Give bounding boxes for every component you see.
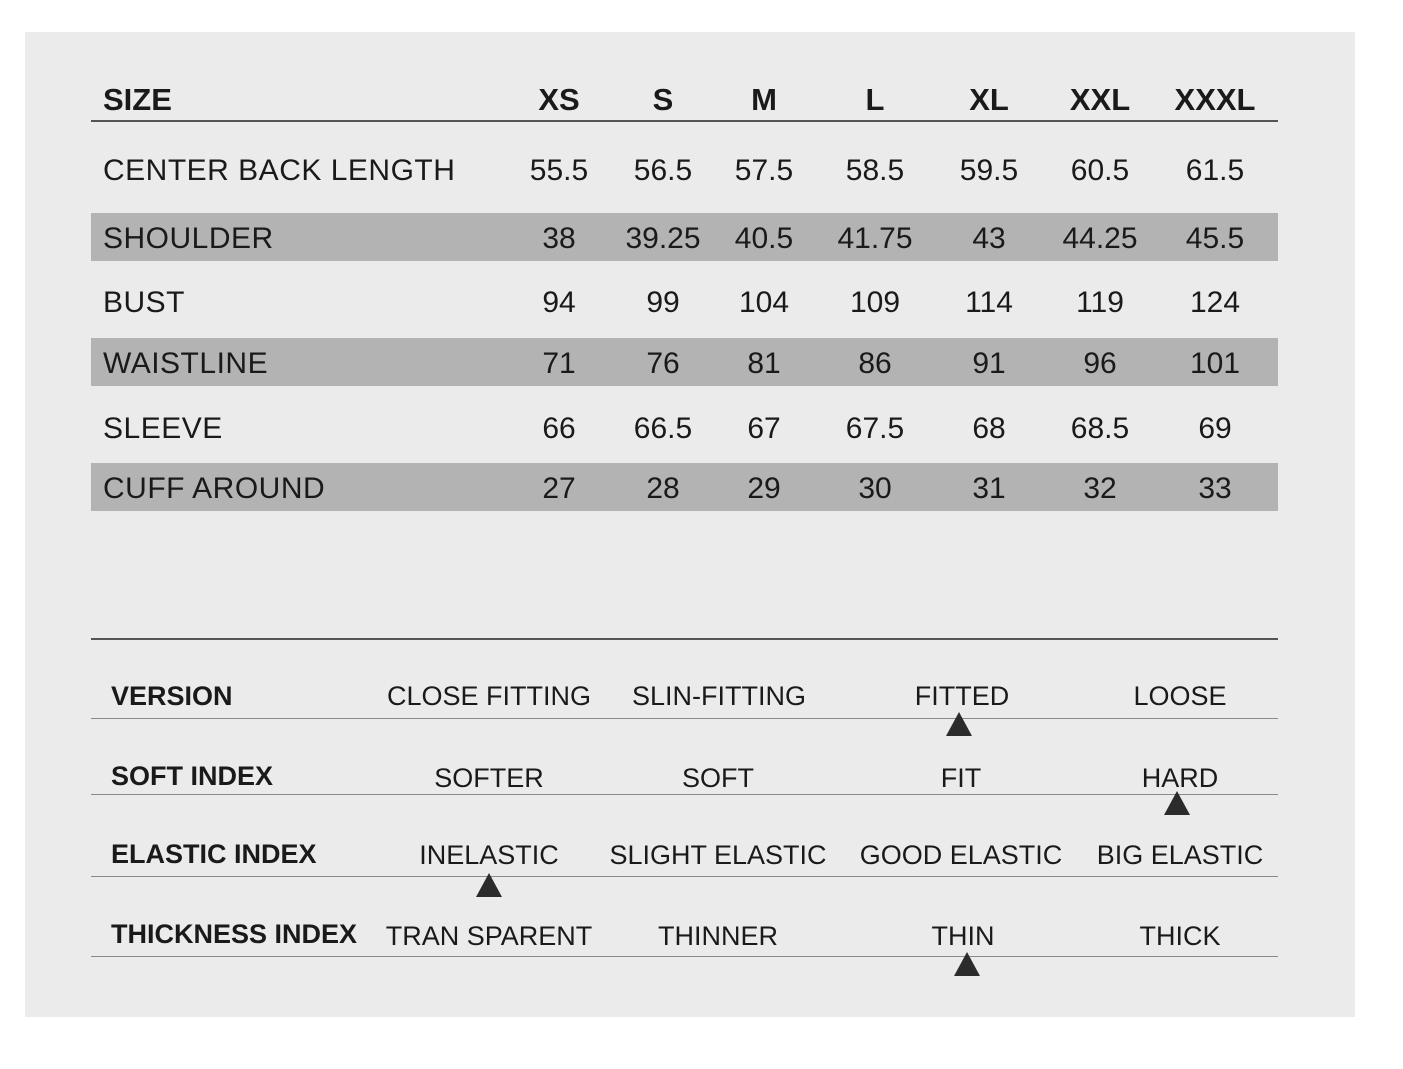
fabric-row-elastic-index xyxy=(91,817,1278,877)
fabric-option-selected: HARD xyxy=(1141,763,1219,793)
fabric-option: TRAN SPARENT xyxy=(385,921,593,951)
row-value: 58.5 xyxy=(845,154,905,187)
size-row-center-back-length xyxy=(91,145,1278,193)
row-value: 40.5 xyxy=(734,222,794,255)
row-label: CENTER BACK LENGTH xyxy=(103,154,456,187)
row-label: CUFF AROUND xyxy=(103,472,326,505)
row-value: 59.5 xyxy=(959,154,1019,187)
row-value: 86 xyxy=(858,347,892,380)
row-value: 32 xyxy=(1083,472,1117,505)
row-value: 33 xyxy=(1198,472,1232,505)
row-label: WAISTLINE xyxy=(103,347,269,380)
row-value: 66.5 xyxy=(633,412,693,445)
fabric-option-selected: INELASTIC xyxy=(419,840,559,870)
row-value: 56.5 xyxy=(633,154,693,187)
size-col-xs: XS xyxy=(538,82,580,117)
fabric-row-thickness-index xyxy=(91,897,1278,957)
version-selected-marker-icon xyxy=(946,712,972,736)
row-value: 101 xyxy=(1189,347,1241,380)
size-row-shoulder xyxy=(91,213,1278,261)
row-value: 94 xyxy=(542,286,576,319)
fabric-option: THINNER xyxy=(658,921,778,951)
fabric-row-version xyxy=(91,658,1278,719)
fabric-row-label: THICKNESS INDEX xyxy=(111,919,358,949)
row-value: 66 xyxy=(542,412,576,445)
elastic-index-selected-marker-icon xyxy=(476,873,502,897)
size-row-sleeve xyxy=(91,403,1278,451)
row-value: 55.5 xyxy=(529,154,589,187)
size-header-label: SIZE xyxy=(103,82,172,117)
fabric-option-selected: FITTED xyxy=(914,681,1010,711)
row-value: 68 xyxy=(972,412,1006,445)
row-value: 68.5 xyxy=(1070,412,1130,445)
row-value: 104 xyxy=(738,286,790,319)
row-label: SLEEVE xyxy=(103,412,223,445)
row-value: 43 xyxy=(972,222,1006,255)
row-value: 67 xyxy=(747,412,781,445)
size-col-xl: XL xyxy=(969,82,1009,117)
row-value: 96 xyxy=(1083,347,1117,380)
row-value: 57.5 xyxy=(734,154,794,187)
fabric-option: FIT xyxy=(940,763,982,793)
row-label: BUST xyxy=(103,286,186,319)
row-value: 99 xyxy=(646,286,680,319)
fabric-option: SLIGHT ELASTIC xyxy=(609,840,827,870)
row-value: 114 xyxy=(965,286,1013,319)
row-value: 109 xyxy=(849,286,901,319)
fabric-option: BIG ELASTIC xyxy=(1096,840,1264,870)
size-col-s: S xyxy=(652,82,674,117)
row-value: 38 xyxy=(542,222,576,255)
row-value: 45.5 xyxy=(1185,222,1245,255)
row-value: 76 xyxy=(646,347,680,380)
row-value: 69 xyxy=(1198,412,1232,445)
size-col-xxl: XXL xyxy=(1069,82,1131,117)
fabric-option: SOFT xyxy=(682,763,754,793)
fabric-row-label: ELASTIC INDEX xyxy=(111,839,317,869)
soft-index-selected-marker-icon xyxy=(1164,791,1190,815)
row-value: 44.25 xyxy=(1062,222,1138,255)
row-value: 61.5 xyxy=(1185,154,1245,187)
row-value: 119 xyxy=(1076,286,1124,319)
row-value: 28 xyxy=(646,472,680,505)
size-col-xxxl: XXXL xyxy=(1174,82,1256,117)
row-value: 67.5 xyxy=(845,412,905,445)
row-value: 41.75 xyxy=(837,222,913,255)
size-row-bust xyxy=(91,277,1278,325)
row-value: 81 xyxy=(747,347,781,380)
fabric-option: CLOSE FITTING xyxy=(386,681,592,711)
row-value: 39.25 xyxy=(625,222,701,255)
row-value: 29 xyxy=(747,472,781,505)
size-col-m: M xyxy=(751,82,777,117)
row-value: 27 xyxy=(542,472,576,505)
fabric-option: SLIN-FITTING xyxy=(632,681,806,711)
fabric-row-label: VERSION xyxy=(111,681,233,711)
fabric-option: SOFTER xyxy=(434,763,544,793)
size-row-waistline xyxy=(91,338,1278,386)
row-value: 91 xyxy=(972,347,1006,380)
row-value: 71 xyxy=(542,347,576,380)
size-table-header xyxy=(91,78,1278,122)
fabric-option: GOOD ELASTIC xyxy=(859,840,1063,870)
fabric-row-soft-index xyxy=(91,734,1278,795)
row-value: 30 xyxy=(858,472,892,505)
thickness-index-selected-marker-icon xyxy=(954,952,980,976)
fabric-option-selected: THIN xyxy=(931,921,995,951)
row-label: SHOULDER xyxy=(103,222,274,255)
size-row-cuff-around xyxy=(91,463,1278,511)
fabric-option: LOOSE xyxy=(1133,681,1227,711)
fabric-section-divider xyxy=(91,638,1278,640)
size-col-l: L xyxy=(865,82,885,117)
row-value: 31 xyxy=(972,472,1006,505)
row-value: 124 xyxy=(1189,286,1241,319)
fabric-option: THICK xyxy=(1139,921,1221,951)
fabric-row-label: SOFT INDEX xyxy=(111,761,274,791)
row-value: 60.5 xyxy=(1070,154,1130,187)
